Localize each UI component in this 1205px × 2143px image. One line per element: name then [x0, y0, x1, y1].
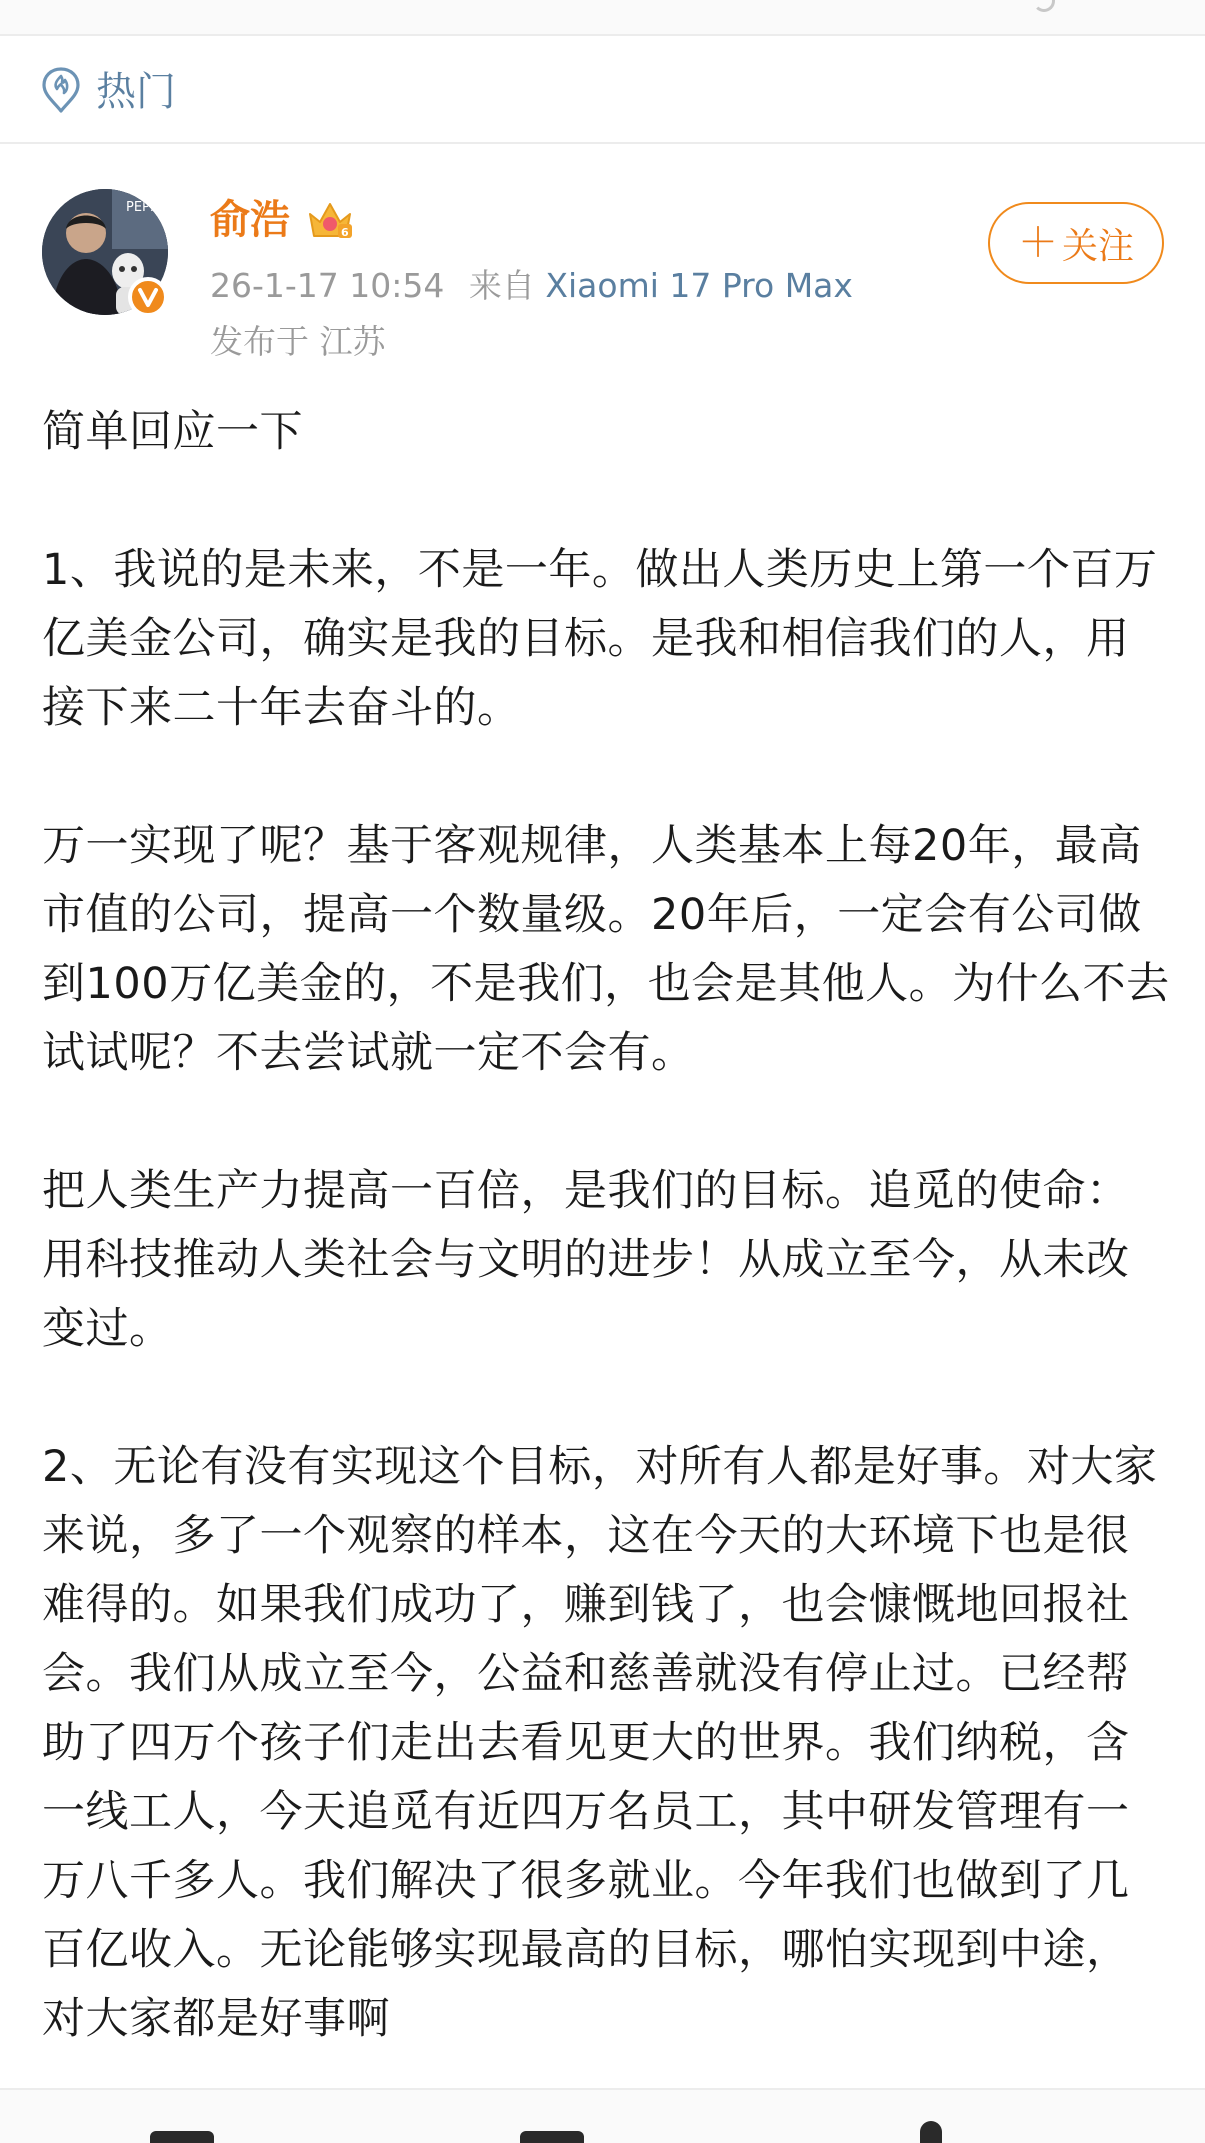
post-paragraph: 把人类生产力提高一百倍，是我们的目标。追觅的使命：用科技推动人类社会与文明的进步！从成立至今，从未改变过。 — [42, 1166, 1130, 1354]
section-header[interactable] — [0, 36, 1205, 144]
plus-icon: ＋ — [1017, 220, 1058, 266]
follow-label: 关注 — [1061, 225, 1134, 267]
author-name[interactable]: 俞浩 — [210, 197, 290, 243]
post-header — [0, 144, 1205, 374]
post-paragraph: 2、无论有没有实现这个目标，对所有人都是好事。对大家来说，多了一个观察的样本，这在今天的大环境下也是很难得的。如果我们成功了，赚到钱了，也会慷慨地回报社会。我们从成立至今，公益和慈善就没有停止过。已经帮助了四万个孩子们走出去看见更大的世界。我们纳税，含一线工人，今天追觅有近四万名员工，其中研发管理有一万八千多人。我们解决了很多就业。今年我们也做到了几百亿收入。无论能够实现最高的目标，哪怕实现到中途，对大家都是好事啊 — [42, 1442, 1158, 2044]
svg-text:6: 6 — [341, 226, 349, 239]
post-paragraph: 简单回应一下 — [42, 407, 303, 457]
hot-location-icon — [40, 66, 82, 114]
repost-icon[interactable] — [150, 2131, 214, 2143]
comment-icon[interactable] — [520, 2131, 584, 2143]
section-label: 热门 — [96, 69, 176, 115]
verified-badge-icon — [128, 277, 168, 317]
post-time: 26-1-17 10:54 — [210, 266, 445, 305]
top-strip — [0, 0, 1205, 36]
post-paragraph: 1、我说的是未来，不是一年。做出人类历史上第一个百万亿美金公司，确实是我的目标。是我和相信我们的人，用接下来二十年去奋斗的。 — [42, 545, 1158, 733]
bottom-action-bar — [0, 2088, 1205, 2143]
post-body — [42, 398, 1172, 2088]
overflow-icon — [1033, 0, 1055, 12]
follow-button[interactable] — [988, 202, 1164, 284]
crown-badge-icon[interactable] — [306, 198, 354, 242]
post-source[interactable]: Xiaomi 17 Pro Max — [545, 266, 853, 305]
post-meta — [210, 266, 853, 306]
svg-text:PEPP: PEPP — [126, 200, 158, 215]
post-location: 发布于 江苏 — [210, 322, 386, 361]
post-from-label: 来自 — [468, 266, 535, 305]
like-icon[interactable] — [920, 2121, 942, 2143]
post-paragraph: 万一实现了呢？基于客观规律，人类基本上每20年，最高市值的公司，提高一个数量级。20年后，一定会有公司做到100万亿美金的，不是我们，也会是其他人。为什么不去试试呢？不去尝试就一定不会有。 — [42, 821, 1170, 1078]
